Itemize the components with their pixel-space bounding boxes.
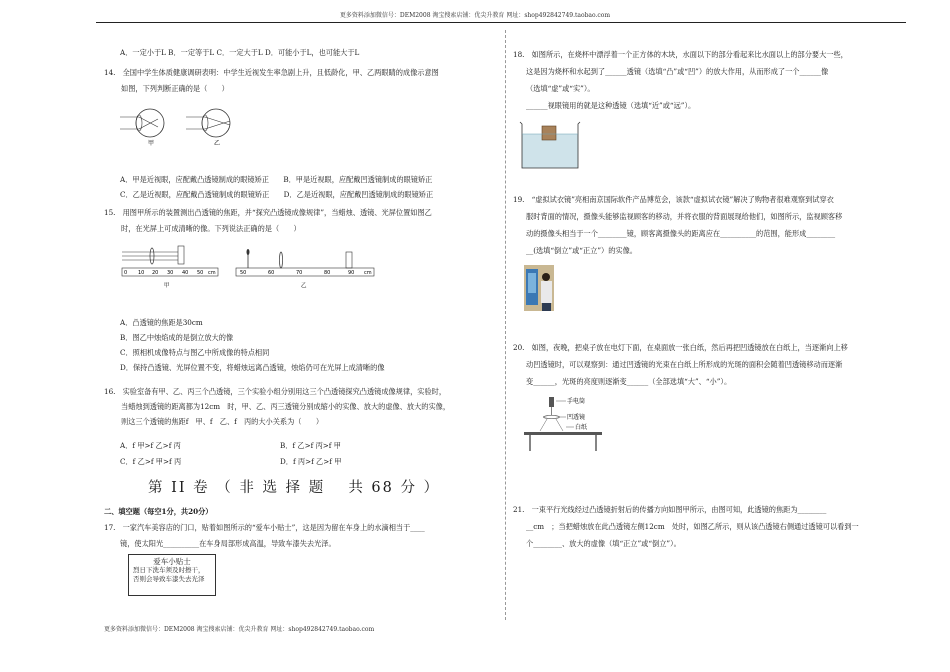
ruler-a-tick: 20 (152, 270, 159, 276)
label-white-paper: 白纸 (575, 424, 588, 431)
q16-stem-3: 则这三个透镜的焦距f 甲、f 乙、f 丙的大小关系为（ ） (121, 417, 324, 426)
notice-title: 爱车小贴士 (153, 557, 191, 566)
optics-label-a: 甲 (164, 283, 170, 289)
q14-stem-1: 14. 全国中学生体质健康调研表明：中学生近视发生率急剧上升，且低龄化，甲、乙两眼睛的成像示意图 (104, 68, 439, 77)
ruler-b-tick: 90 (348, 270, 355, 276)
q16-option-a: A．f 甲>f 乙>f 丙 (120, 441, 181, 450)
section-title: 第 II 卷 （ 非 选 择 题 共 68 分 ） (148, 480, 441, 496)
q19 (513, 195, 913, 255)
q20-line-2: 动凹透镜时，可以观察到：通过凹透镜的光束在白纸上所形成的光斑的面积会随着凹透镜移动而逐渐 (526, 360, 843, 369)
header-notice: 更多资料添加微信号：DEM2008 淘宝搜索店铺：优尖升教育 网址：shop492842749.taobao.com (339, 12, 611, 19)
q16-stem-2: 当蜡烛到透镜的距离都为12cm 时，甲、乙、丙三透镜分别成缩小的实像、放大的虚像、放大的实像， (121, 402, 451, 411)
q15 (104, 208, 502, 233)
q14-options (120, 175, 505, 199)
car-care-notice (128, 554, 216, 596)
q14 (104, 68, 499, 93)
ruler-b-tick: 60 (268, 270, 275, 276)
q15-option-b: B．图乙中烛焰成的是倒立放大的像 (120, 333, 234, 342)
ruler-a-tick: 30 (167, 270, 174, 276)
q16-stem-1: 16. 实验室备有甲、乙、丙三个凸透镜，三个实验小组分别用这三个凸透镜探究凸透镜成像规律，实验时， (104, 387, 447, 396)
eye-diagram-b (186, 109, 230, 137)
q19-line-4: __(选填“倒立”或“正立”）的实像。 (526, 246, 637, 255)
q14-stem-2: 如图，下列判断正确的是（ ） (121, 84, 229, 93)
q20-line-1: 20. 如图，夜晚，把桌子放在电灯下面，在桌面放一张白纸，然后再把凹透镜放在白纸上，当逐渐向上移 (513, 343, 848, 352)
q19-line-3: 动的摄像头相当于一个________镜，顾客离摄像头的距离应在__________的范围，能形成________ (526, 229, 836, 238)
q20-line-3: 变______，光斑的亮度则逐渐变______（全部选填“大”、“小”）。 (526, 377, 732, 386)
q18-line-4: ______视眼镜用的就是这种透镜（选填“近”或“远”）。 (526, 101, 696, 110)
q15-option-a: A．凸透镜的焦距是30cm (120, 318, 203, 327)
q21-line-1: 21. 一束平行光线经过凸透镜折射后的传播方向如图甲所示，由图可知，此透镜的焦距为________ (513, 505, 827, 514)
q17 (104, 523, 502, 548)
eye-label-a: 甲 (148, 140, 155, 147)
q15-option-c: C．照相机成像特点与图乙中所成像的特点相同 (120, 348, 270, 357)
ruler-a-tick: cm (208, 270, 216, 276)
q16-option-c: C．f 乙>f 甲>f 丙 (120, 457, 182, 466)
q15-stem-1: 15. 用图甲所示的装置测出凸透镜的焦距，并“探究凸透镜成像规律”，当蜡烛、透镜、光屏位置如图乙 (104, 208, 432, 217)
ruler-b-ticks (240, 270, 372, 276)
q20-lamp-figure (522, 393, 622, 453)
q21-line-3: 个________、放大的虚像（填“正立”或“倒立”）。 (526, 539, 681, 548)
q21-line-2: __cm ；当把蜡烛放在此凸透镜左侧12cm 处时，如图乙所示，则从该凸透镜右侧通过透镜可以看到一 (526, 522, 859, 531)
q19-line-2: 服时背面的情况，摄像头能够监视顾客的移动，并将衣服的背面展现给他们，如图所示，监视顾客移 (526, 212, 843, 221)
q13-options: A．一定小于L B．一定等于L C．一定大于L D．可能小于L，也可能大于L (120, 48, 360, 57)
q19-line-1: 19. “虚拟试衣镜”亮相南京国际软件产品博览会，该款“虚拟试衣镜”解决了购物者很难观察到试穿衣 (513, 195, 834, 204)
q18-line-1: 18. 如图所示，在烧杯中漂浮着一个正方体的木块，水面以下的部分看起来比水面以上的部分要大一些， (513, 50, 848, 59)
column-divider (505, 30, 506, 620)
ruler-a-tick: 10 (138, 270, 145, 276)
notice-line-2: 否则会导致车漆失去光泽 (133, 574, 205, 583)
q14-options-cd: C．乙是近视眼，应配戴凸透镜制成的眼镜矫正 D．乙是近视眼，应配戴凹透镜制成的眼镜矫正 (120, 190, 434, 199)
eye-label-b: 乙 (214, 140, 221, 147)
q15-optics-figure (118, 242, 378, 292)
q18-line-3: （选填“虚”或“实”）。 (526, 84, 595, 93)
beaker-figure (518, 120, 584, 170)
q16 (104, 387, 502, 426)
q15-stem-2: 时，在光屏上可成清晰的像。下列说法正确的是（ ） (121, 224, 301, 233)
ruler-a-ticks (124, 270, 216, 276)
ruler-b-tick: cm (364, 270, 372, 276)
virtual-mirror-photo (524, 265, 554, 311)
label-concave-lens: 凹透镜 (567, 414, 586, 421)
q14-options-ab: A．甲是近视眼，应配戴凸透镜制成的眼镜矫正 B．甲是近视眼，应配戴凹透镜制成的眼镜矫正 (120, 175, 433, 184)
q18 (513, 50, 913, 110)
q20 (513, 343, 913, 386)
q15-options (120, 318, 505, 372)
header-rule (96, 22, 906, 23)
q15-option-d: D．保持凸透镜、光屏位置不变，将蜡烛远离凸透镜，烛焰仍可在光屏上成清晰的像 (120, 363, 385, 372)
eye-diagram-a (120, 109, 164, 137)
q17-line-2: 镜，使太阳光__________在车身局部形成高温，导致车漆失去光泽。 (120, 539, 336, 548)
q18-line-2: 这是因为烧杯和水起到了______透镜（选填“凸”或“凹”）的放大作用，从而形成了一个______像 (526, 67, 829, 76)
ruler-b-tick: 80 (324, 270, 331, 276)
q17-line-1: 17. 一家汽车美容店的门口，贴着如图所示的“爱车小贴士”，这是因为留在车身上的水滴相当于____ (104, 523, 425, 532)
ruler-a-tick: 0 (124, 270, 128, 276)
q16-option-d: D．f 丙>f 乙>f 甲 (280, 457, 342, 466)
q16-options (120, 441, 500, 466)
ruler-b-tick: 50 (240, 270, 247, 276)
q14-eye-figure (120, 103, 250, 147)
ruler-b-tick: 70 (296, 270, 303, 276)
footer-notice: 更多资料添加微信号：DEM2008 淘宝搜索店铺：优尖升教育 网址：shop492842749.taobao.com (104, 626, 375, 633)
ruler-a-tick: 40 (182, 270, 189, 276)
q21 (513, 505, 913, 548)
optics-label-b: 乙 (301, 283, 307, 289)
fill-in-section-title: 二、填空题（每空1分，共20分） (104, 507, 213, 516)
label-flashlight: 手电筒 (567, 398, 586, 405)
notice-line-1: 烈日下洗车须及时擦干， (133, 566, 205, 575)
ruler-a-tick: 50 (197, 270, 204, 276)
q16-option-b: B．f 乙>f 丙>f 甲 (280, 441, 341, 450)
